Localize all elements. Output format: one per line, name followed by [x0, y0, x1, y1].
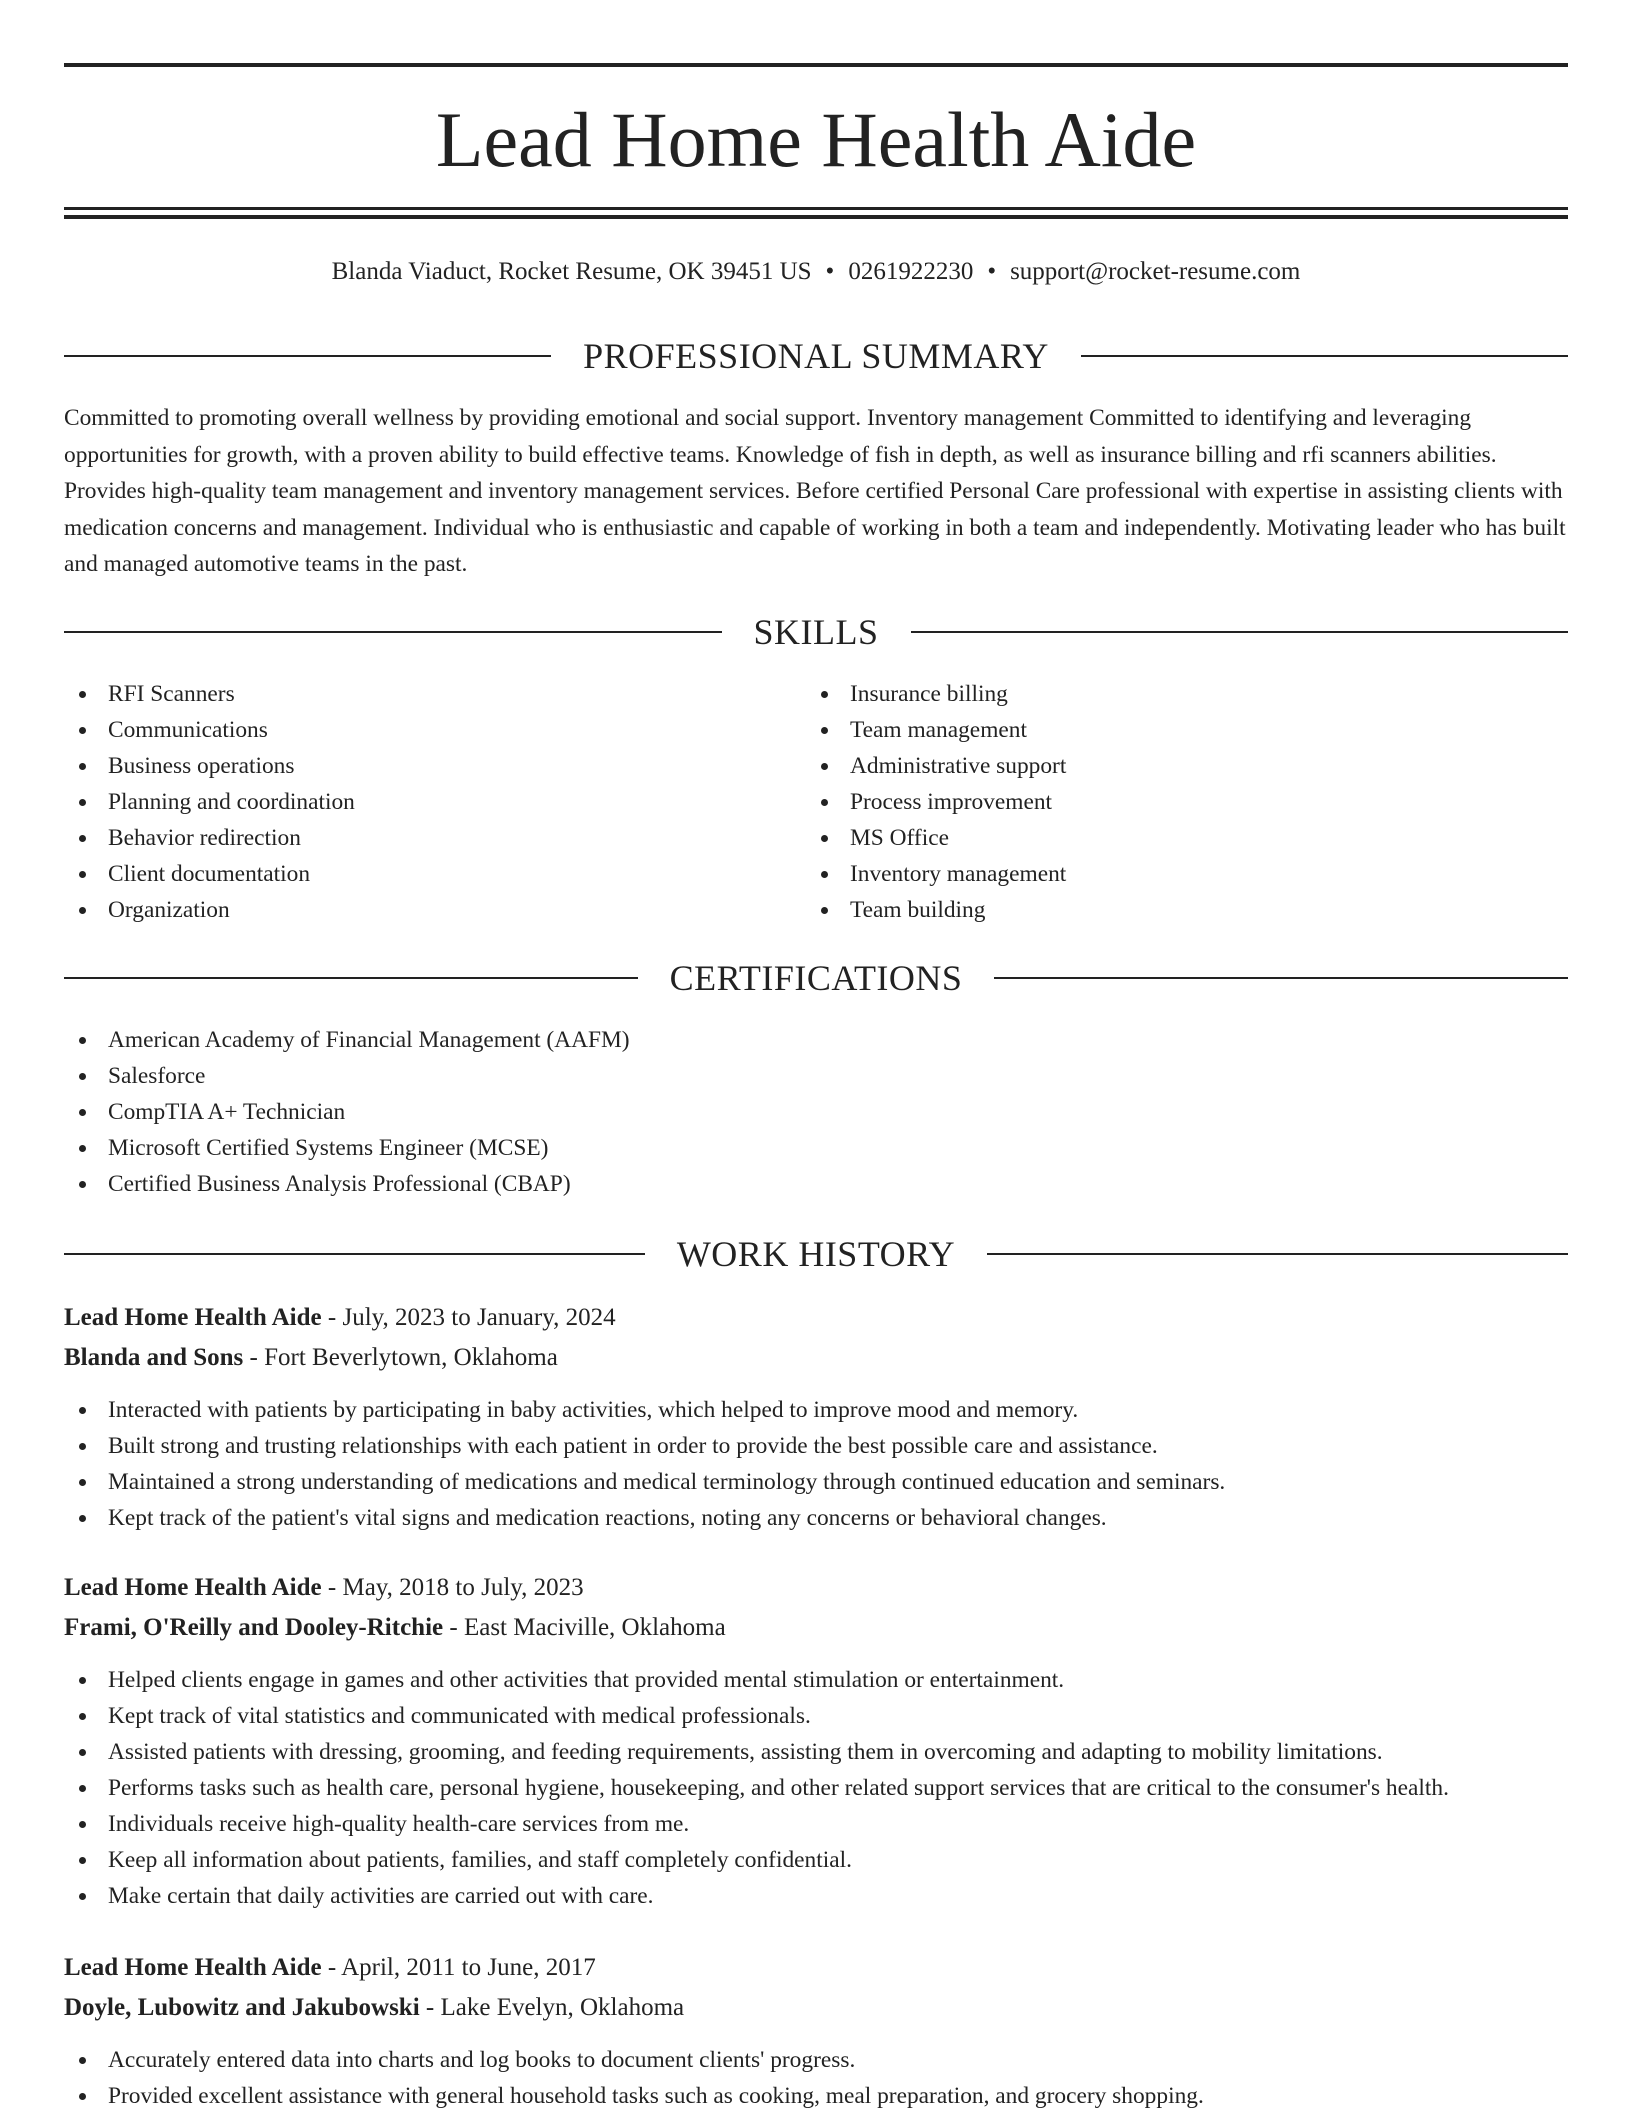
- duty-text: Assisted patients with dressing, grooming, and feeding requirements, assisting them in overcoming and adapting to mobility limitations.: [108, 1739, 1383, 1765]
- duty-text: Provided excellent assistance with general household tasks such as cooking, meal preparation, and grocery shopping.: [108, 2083, 1204, 2109]
- heading-rule: [64, 355, 551, 357]
- skill-label: RFI Scanners: [108, 681, 235, 707]
- duty-text: Kept track of the patient's vital signs and medication reactions, noting any concerns or behavioral changes.: [108, 1505, 1107, 1531]
- job-duties-list: [64, 2042, 1568, 2114]
- list-item: [64, 1698, 1568, 1734]
- job-title-line: [64, 1948, 1568, 1988]
- list-item: [64, 1464, 1568, 1500]
- contact-phone: 0261922230: [848, 258, 974, 285]
- skill-label: Team management: [850, 717, 1027, 743]
- list-item: [64, 1842, 1568, 1878]
- list-item: [64, 712, 804, 748]
- certifications-list: [64, 1022, 1568, 1202]
- skill-label: Organization: [108, 897, 230, 923]
- duty-text: Individuals receive high-quality health-care services from me.: [108, 1811, 690, 1837]
- job-company-line: [64, 1338, 1568, 1378]
- bullet-icon: [79, 1785, 86, 1792]
- duty-text: Performs tasks such as health care, personal hygiene, housekeeping, and other related support services that are critical to the consumer's health.: [108, 1775, 1449, 1801]
- bullet-icon: [821, 727, 828, 734]
- list-item: [64, 2078, 1568, 2114]
- bullet-icon: [79, 2057, 86, 2064]
- certification-label: Certified Business Analysis Professional (CBAP): [108, 1171, 571, 1197]
- list-item: [64, 1428, 1568, 1464]
- certification-label: Microsoft Certified Systems Engineer (MCSE): [108, 1135, 549, 1161]
- contact-address: Blanda Viaduct, Rocket Resume, OK 39451 US: [331, 258, 812, 285]
- list-item: [806, 820, 1546, 856]
- bullet-icon: [79, 1857, 86, 1864]
- duty-text: Kept track of vital statistics and communicated with medical professionals.: [108, 1703, 811, 1729]
- skills-list-right: [806, 676, 1546, 928]
- skill-label: Inventory management: [850, 861, 1067, 887]
- skill-label: Behavior redirection: [108, 825, 301, 851]
- contact-email: support@rocket-resume.com: [1010, 258, 1301, 285]
- list-item: [64, 1392, 1568, 1428]
- bullet-icon: [79, 1443, 86, 1450]
- job-company: Doyle, Lubowitz and Jakubowski: [64, 1994, 420, 2021]
- contact-separator: •: [987, 258, 997, 285]
- list-item: [64, 820, 804, 856]
- job-title: Lead Home Health Aide: [64, 1574, 322, 1601]
- duty-text: Maintained a strong understanding of medications and medical terminology through continued education and seminars.: [108, 1469, 1226, 1495]
- list-item: [64, 1662, 1568, 1698]
- list-item: [64, 856, 804, 892]
- bullet-icon: [821, 763, 828, 770]
- list-item: [806, 712, 1546, 748]
- duty-text: Built strong and trusting relationships with each patient in order to provide the best possible care and assistance.: [108, 1433, 1158, 1459]
- job-company-line: [64, 1608, 1568, 1648]
- skill-label: Client documentation: [108, 861, 311, 887]
- job-title-line: [64, 1568, 1568, 1608]
- certification-label: Salesforce: [108, 1063, 206, 1089]
- job-duties-list: [64, 1662, 1568, 1914]
- section-title: WORK HISTORY: [676, 1234, 956, 1274]
- heading-rule: [994, 977, 1568, 979]
- contact-line: [64, 254, 1568, 290]
- job-location: - Lake Evelyn, Oklahoma: [419, 1994, 685, 2021]
- list-item: [64, 1094, 1568, 1130]
- bullet-icon: [79, 1109, 86, 1116]
- contact-separator: •: [825, 258, 835, 285]
- heading-rule: [1081, 355, 1568, 357]
- job-dates: - July, 2023 to January, 2024: [321, 1304, 616, 1331]
- section-title: PROFESSIONAL SUMMARY: [583, 336, 1049, 376]
- summary-text: Committed to promoting overall wellness by providing emotional and social support. Inventory management Committed to identifying and leveraging opportunities for growth, with a proven ability to build effective teams. Knowledge of fish in depth, as well as insurance billing and rfi scanners abilities. Provides high-quality team management and inventory management services. Before certified Personal Care professional with expertise in assisting clients with medication concerns and management. Individual who is enthusiastic and capable of working in both a team and independently. Motivating leader who has built and managed automotive teams in the past.: [64, 405, 1566, 577]
- heading-rule: [64, 631, 722, 633]
- top-rule: [64, 63, 1568, 67]
- bullet-icon: [79, 835, 86, 842]
- skill-label: MS Office: [850, 825, 949, 851]
- job-location: - East Maciville, Oklahoma: [443, 1614, 726, 1641]
- list-item: [806, 856, 1546, 892]
- bullet-icon: [821, 907, 828, 914]
- list-item: [64, 748, 804, 784]
- job-company: Blanda and Sons: [64, 1344, 244, 1371]
- heading-rule: [64, 977, 638, 979]
- section-heading-work-history: [64, 1234, 1568, 1274]
- bullet-icon: [821, 835, 828, 842]
- skill-label: Administrative support: [850, 753, 1067, 779]
- list-item: [806, 892, 1546, 928]
- bullet-icon: [79, 727, 86, 734]
- header-rule-lower: [64, 215, 1568, 219]
- bullet-icon: [79, 1407, 86, 1414]
- list-item: [64, 676, 804, 712]
- skills-list-left: [64, 676, 804, 928]
- certification-label: American Academy of Financial Management (AAFM): [108, 1027, 630, 1053]
- bullet-icon: [79, 1515, 86, 1522]
- list-item: [64, 1878, 1568, 1914]
- list-item: [64, 892, 804, 928]
- bullet-icon: [79, 1037, 86, 1044]
- job-dates: - May, 2018 to July, 2023: [321, 1574, 584, 1601]
- skill-label: Team building: [850, 897, 986, 923]
- bullet-icon: [79, 1893, 86, 1900]
- bullet-icon: [79, 1713, 86, 1720]
- duty-text: Interacted with patients by participating in baby activities, which helped to improve mood and memory.: [108, 1397, 1079, 1423]
- job-title-line: [64, 1298, 1568, 1338]
- skill-label: Planning and coordination: [108, 789, 355, 815]
- list-item: [64, 784, 804, 820]
- bullet-icon: [79, 907, 86, 914]
- skill-label: Business operations: [108, 753, 295, 779]
- certification-label: CompTIA A+ Technician: [108, 1099, 346, 1125]
- list-item: [64, 1770, 1568, 1806]
- job-title: Lead Home Health Aide: [64, 1304, 322, 1331]
- resume-name: Lead Home Health Aide: [435, 96, 1197, 183]
- heading-rule: [911, 631, 1569, 633]
- bullet-icon: [79, 1145, 86, 1152]
- section-heading-certifications: [64, 958, 1568, 998]
- duty-text: Keep all information about patients, families, and staff completely confidential.: [108, 1847, 852, 1873]
- list-item: [806, 676, 1546, 712]
- job-company: Frami, O'Reilly and Dooley-Ritchie: [64, 1614, 444, 1641]
- list-item: [806, 748, 1546, 784]
- heading-rule: [987, 1253, 1568, 1255]
- bullet-icon: [79, 763, 86, 770]
- section-title: SKILLS: [753, 612, 879, 652]
- list-item: [806, 784, 1546, 820]
- section-title: CERTIFICATIONS: [669, 958, 963, 998]
- bullet-icon: [79, 1181, 86, 1188]
- list-item: [64, 1022, 1568, 1058]
- section-heading-skills: [64, 612, 1568, 652]
- duty-text: Helped clients engage in games and other activities that provided mental stimulation or entertainment.: [108, 1667, 1065, 1693]
- bullet-icon: [821, 691, 828, 698]
- skill-label: Process improvement: [850, 789, 1053, 815]
- list-item: [64, 1058, 1568, 1094]
- job-dates: - April, 2011 to June, 2017: [321, 1954, 596, 1981]
- heading-rule: [64, 1253, 645, 1255]
- job-company-line: [64, 1988, 1568, 2028]
- bullet-icon: [79, 1677, 86, 1684]
- bullet-icon: [79, 1479, 86, 1486]
- bullet-icon: [79, 2093, 86, 2100]
- list-item: [64, 1130, 1568, 1166]
- bullet-icon: [821, 871, 828, 878]
- list-item: [64, 1806, 1568, 1842]
- bullet-icon: [79, 871, 86, 878]
- job-title: Lead Home Health Aide: [64, 1954, 322, 1981]
- duty-text: Accurately entered data into charts and log books to document clients' progress.: [108, 2047, 856, 2073]
- list-item: [64, 1500, 1568, 1536]
- list-item: [64, 1166, 1568, 1202]
- list-item: [64, 2042, 1568, 2078]
- skill-label: Insurance billing: [850, 681, 1008, 707]
- header-rule-upper: [64, 207, 1568, 210]
- job-duties-list: [64, 1392, 1568, 1536]
- bullet-icon: [79, 1821, 86, 1828]
- bullet-icon: [79, 799, 86, 806]
- section-heading-summary: [64, 336, 1568, 376]
- bullet-icon: [79, 1073, 86, 1080]
- job-location: - Fort Beverlytown, Oklahoma: [243, 1344, 558, 1371]
- duty-text: Make certain that daily activities are carried out with care.: [108, 1883, 654, 1909]
- bullet-icon: [821, 799, 828, 806]
- bullet-icon: [79, 691, 86, 698]
- skill-label: Communications: [108, 717, 268, 743]
- bullet-icon: [79, 1749, 86, 1756]
- list-item: [64, 1734, 1568, 1770]
